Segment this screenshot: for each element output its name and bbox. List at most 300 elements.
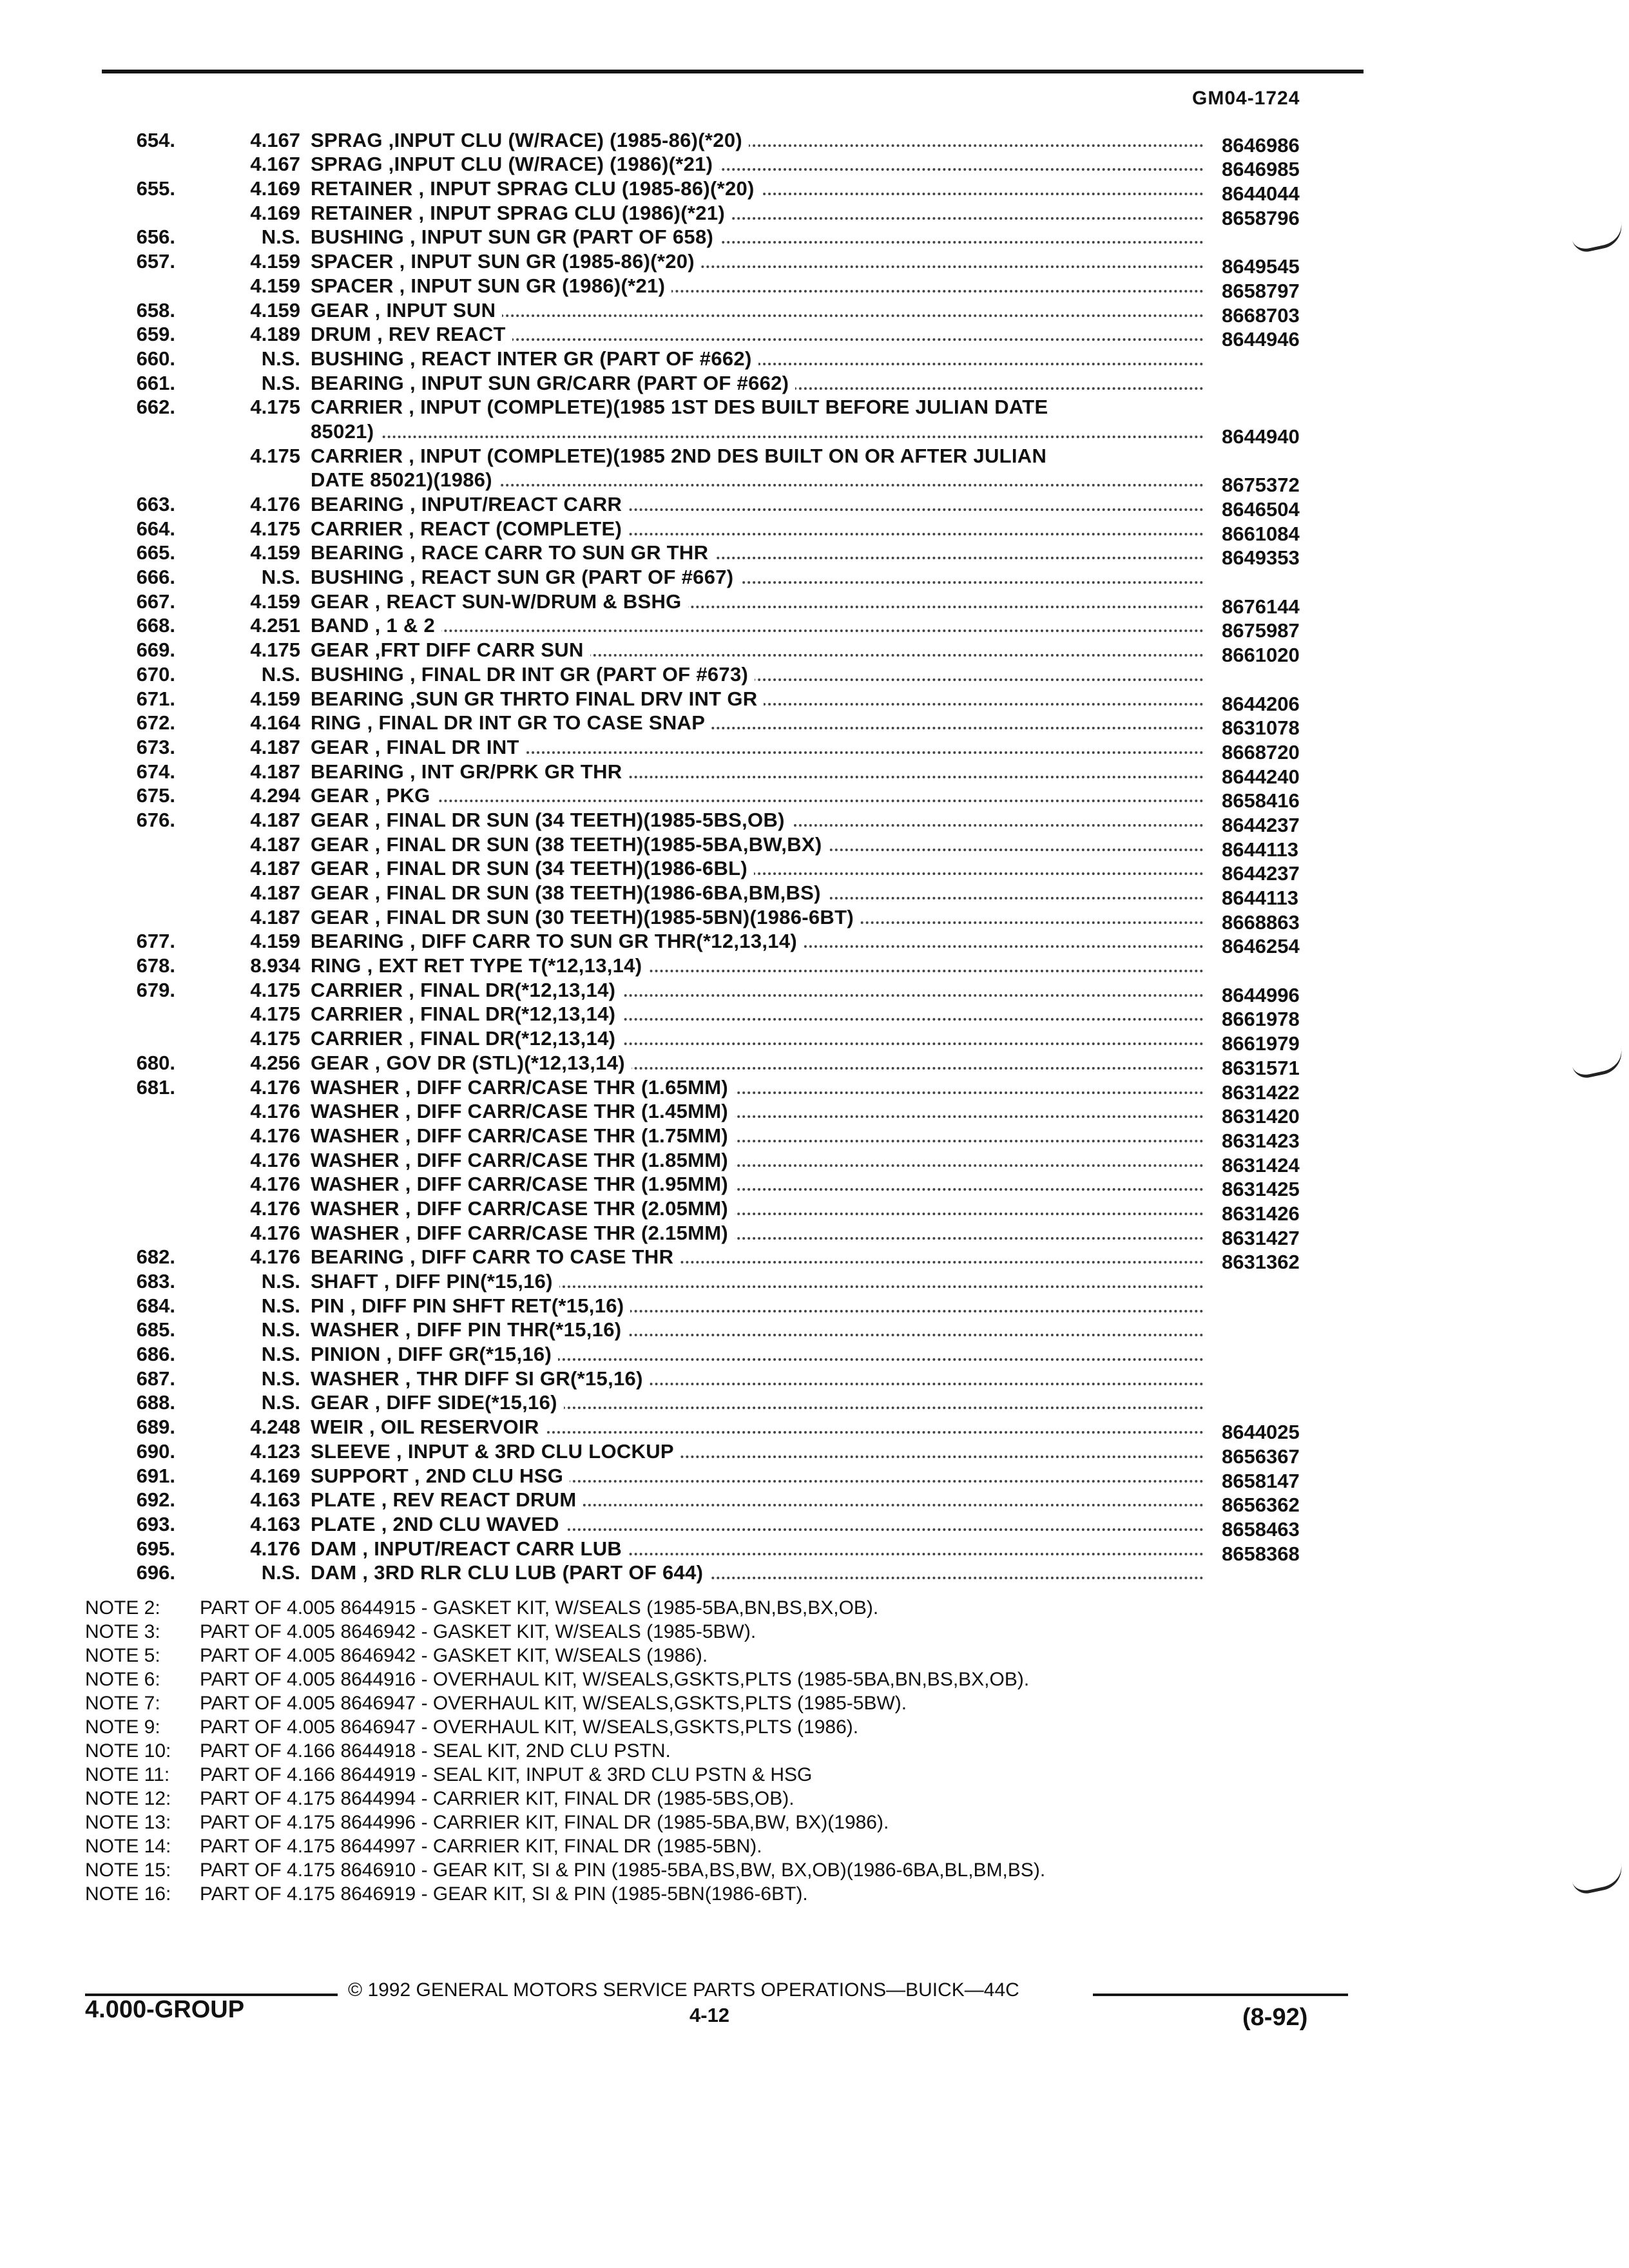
item-number: 692. bbox=[136, 1488, 175, 1512]
parts-row bbox=[97, 1002, 1385, 1031]
note-row bbox=[85, 1597, 1438, 1620]
parts-row bbox=[97, 977, 1385, 1006]
part-number: 8668703 bbox=[1222, 303, 1300, 327]
group-code: 4.175 bbox=[250, 1003, 300, 1026]
part-description: BEARING , DIFF CARR TO SUN GR THR(*12,13,14) bbox=[311, 930, 804, 952]
group-code: 4.176 bbox=[250, 1196, 300, 1220]
parts-row bbox=[97, 541, 1385, 570]
group-code: 4.251 bbox=[250, 614, 300, 637]
part-description: WEIR , OIL RESERVOIR bbox=[311, 1416, 546, 1438]
item-number: 689. bbox=[136, 1416, 175, 1439]
part-description-cell bbox=[311, 396, 1211, 419]
part-description-cell bbox=[311, 299, 1211, 322]
parts-row bbox=[97, 564, 1385, 589]
group-code: 4.187 bbox=[250, 760, 300, 783]
part-description: CARRIER , INPUT (COMPLETE)(1985 2ND DES BUILT ON OR AFTER JULIAN bbox=[311, 445, 1053, 467]
part-description-cell bbox=[311, 1149, 1211, 1172]
group-code: 4.187 bbox=[250, 735, 300, 758]
part-number: 8656367 bbox=[1222, 1445, 1300, 1468]
parts-row bbox=[97, 905, 1385, 934]
part-description: BEARING , INT GR/PRK GR THR bbox=[311, 760, 628, 783]
note-text: PART OF 4.175 8646919 - GEAR KIT, SI & PIN (1985-5BN(1986-6BT). bbox=[200, 1883, 808, 1905]
part-description-cell bbox=[311, 420, 1211, 443]
parts-row bbox=[97, 1269, 1385, 1293]
parts-row bbox=[97, 686, 1385, 715]
part-description-cell bbox=[311, 468, 1211, 492]
part-number: 8658797 bbox=[1222, 279, 1300, 302]
part-description-cell bbox=[311, 493, 1211, 516]
part-description: BEARING ,SUN GR THRTO FINAL DRV INT GR bbox=[311, 687, 764, 710]
parts-row bbox=[97, 1536, 1385, 1565]
part-description: SUPPORT , 2ND CLU HSG bbox=[311, 1465, 570, 1487]
part-description-cell bbox=[311, 1440, 1211, 1463]
group-code: 4.256 bbox=[250, 1051, 300, 1074]
note-label: NOTE 10: bbox=[85, 1740, 171, 1762]
part-description: GEAR ,FRT DIFF CARR SUN bbox=[311, 639, 590, 661]
part-description: SPACER , INPUT SUN GR (1985-86)(*20) bbox=[311, 250, 701, 273]
group-code: 4.159 bbox=[250, 590, 300, 613]
group-code: 4.123 bbox=[250, 1439, 300, 1463]
part-description-cell bbox=[311, 1416, 1211, 1439]
parts-row bbox=[97, 1318, 1385, 1342]
part-number: 8649545 bbox=[1222, 255, 1300, 278]
part-description: WASHER , DIFF PIN THR(*15,16) bbox=[311, 1318, 628, 1341]
group-code: 4.176 bbox=[250, 1173, 300, 1196]
part-number: 8631078 bbox=[1222, 716, 1300, 740]
part-description-cell bbox=[311, 881, 1211, 905]
note-text: PART OF 4.005 8646942 - GASKET KIT, W/SEALS (1986). bbox=[200, 1645, 708, 1666]
item-number: 675. bbox=[136, 784, 175, 807]
footer-rule-right bbox=[1093, 1994, 1348, 1996]
note-label: NOTE 11: bbox=[85, 1764, 170, 1785]
group-code: 4.163 bbox=[250, 1512, 300, 1535]
note-text: PART OF 4.005 8646942 - GASKET KIT, W/SEALS (1985-5BW). bbox=[200, 1621, 757, 1642]
group-code: 4.294 bbox=[250, 784, 300, 807]
part-description: SPACER , INPUT SUN GR (1986)(*21) bbox=[311, 274, 671, 297]
part-description: WASHER , DIFF CARR/CASE THR (1.95MM) bbox=[311, 1173, 735, 1195]
note-row bbox=[85, 1620, 1438, 1644]
part-description-cell bbox=[311, 1173, 1211, 1196]
scan-mark bbox=[1570, 1863, 1626, 1896]
part-description-cell bbox=[311, 250, 1211, 273]
part-number: 8644113 bbox=[1222, 887, 1298, 909]
part-description: PLATE , REV REACT DRUM bbox=[311, 1488, 583, 1511]
part-description: CARRIER , FINAL DR(*12,13,14) bbox=[311, 1027, 622, 1050]
part-number: 8631423 bbox=[1222, 1129, 1300, 1152]
part-description-cell bbox=[311, 1100, 1211, 1123]
group-code: N.S. bbox=[261, 566, 300, 589]
parts-row bbox=[97, 249, 1385, 278]
group-code: 4.175 bbox=[250, 396, 300, 419]
part-description-cell bbox=[311, 1222, 1211, 1245]
part-description: BEARING , RACE CARR TO SUN GR THR bbox=[311, 541, 715, 564]
part-number: 8668863 bbox=[1222, 910, 1300, 934]
group-code: 4.176 bbox=[250, 1148, 300, 1171]
part-number: 8644025 bbox=[1222, 1421, 1300, 1444]
item-number: 655. bbox=[136, 177, 175, 200]
part-description-cell bbox=[311, 663, 1211, 686]
item-number: 696. bbox=[136, 1561, 175, 1584]
note-row bbox=[85, 1668, 1438, 1692]
part-description-cell bbox=[311, 1391, 1211, 1414]
part-description: GEAR , FINAL DR INT bbox=[311, 736, 526, 758]
part-description: BAND , 1 & 2 bbox=[311, 614, 441, 637]
part-number: 8658416 bbox=[1222, 789, 1300, 812]
part-description: WASHER , DIFF CARR/CASE THR (2.05MM) bbox=[311, 1197, 735, 1220]
note-label: NOTE 7: bbox=[85, 1693, 160, 1714]
part-description: GEAR , FINAL DR SUN (38 TEETH)(1986-6BA,BM,BS) bbox=[311, 881, 827, 904]
parts-row bbox=[97, 443, 1385, 468]
note-label: NOTE 9: bbox=[85, 1716, 160, 1738]
part-description-cell bbox=[311, 590, 1211, 613]
part-number: 8675372 bbox=[1222, 474, 1300, 497]
part-number: 8676144 bbox=[1222, 595, 1300, 618]
group-code: 4.175 bbox=[250, 444, 300, 467]
group-code: 4.159 bbox=[250, 298, 300, 322]
parts-row bbox=[97, 1463, 1385, 1492]
note-label: NOTE 3: bbox=[85, 1621, 160, 1642]
part-number: 8644240 bbox=[1222, 765, 1300, 788]
part-description: GEAR , FINAL DR SUN (38 TEETH)(1985-5BA,BW,BX) bbox=[311, 833, 829, 856]
part-number: 8644237 bbox=[1222, 862, 1300, 885]
group-code: 4.176 bbox=[250, 1124, 300, 1147]
part-description: BEARING , INPUT SUN GR/CARR (PART OF #662) bbox=[311, 372, 795, 394]
item-number: 678. bbox=[136, 954, 175, 977]
parts-row bbox=[97, 1026, 1385, 1055]
parts-row bbox=[97, 419, 1385, 448]
part-number: 8644113 bbox=[1222, 838, 1298, 861]
part-description-cell bbox=[311, 1197, 1211, 1220]
note-label: NOTE 12: bbox=[85, 1788, 171, 1809]
parts-row bbox=[97, 589, 1385, 618]
group-code: N.S. bbox=[261, 371, 300, 394]
part-description-cell bbox=[311, 639, 1211, 662]
group-code: 4.169 bbox=[250, 1464, 300, 1487]
part-number: 8644996 bbox=[1222, 983, 1300, 1006]
part-description-cell bbox=[311, 1076, 1211, 1099]
note-label: NOTE 6: bbox=[85, 1669, 160, 1690]
parts-row bbox=[97, 1123, 1385, 1152]
part-number: 8631424 bbox=[1222, 1153, 1300, 1177]
part-description-cell bbox=[311, 517, 1211, 541]
group-code: 4.159 bbox=[250, 541, 300, 564]
part-description-cell bbox=[311, 809, 1211, 832]
item-number: 677. bbox=[136, 930, 175, 953]
scan-mark bbox=[1570, 222, 1626, 255]
group-code: 4.159 bbox=[250, 930, 300, 953]
part-description: GEAR , FINAL DR SUN (34 TEETH)(1985-5BS,OB) bbox=[311, 809, 791, 831]
item-number: 684. bbox=[136, 1294, 175, 1317]
part-description: SLEEVE , INPUT & 3RD CLU LOCKUP bbox=[311, 1440, 680, 1463]
part-description: SPRAG ,INPUT CLU (W/RACE) (1986)(*21) bbox=[311, 153, 719, 175]
item-number: 659. bbox=[136, 323, 175, 346]
page-footer bbox=[85, 1965, 1348, 2030]
part-description: SHAFT , DIFF PIN(*15,16) bbox=[311, 1270, 559, 1293]
note-text: PART OF 4.175 8644994 - CARRIER KIT, FINAL DR (1985-5BS,OB). bbox=[200, 1788, 795, 1809]
group-code: 4.175 bbox=[250, 1027, 300, 1050]
part-number: 8658368 bbox=[1222, 1542, 1300, 1565]
part-number: 8658463 bbox=[1222, 1517, 1300, 1541]
parts-row bbox=[97, 468, 1385, 497]
part-description: RETAINER , INPUT SPRAG CLU (1985-86)(*20) bbox=[311, 177, 761, 200]
group-code: N.S. bbox=[261, 1343, 300, 1366]
group-code: 4.189 bbox=[250, 323, 300, 346]
part-description-cell bbox=[311, 1027, 1211, 1050]
item-number: 672. bbox=[136, 711, 175, 735]
part-description: GEAR , DIFF SIDE(*15,16) bbox=[311, 1391, 564, 1414]
part-number: 8631425 bbox=[1222, 1178, 1300, 1201]
group-code: N.S. bbox=[261, 347, 300, 370]
part-description: PLATE , 2ND CLU WAVED bbox=[311, 1513, 566, 1535]
part-description-cell bbox=[311, 760, 1211, 783]
group-code: 4.248 bbox=[250, 1416, 300, 1439]
parts-row bbox=[97, 1196, 1385, 1225]
part-description: RING , FINAL DR INT GR TO CASE SNAP bbox=[311, 711, 711, 734]
group-code: 4.175 bbox=[250, 517, 300, 540]
note-row bbox=[85, 1716, 1438, 1740]
part-description-cell bbox=[311, 347, 1211, 370]
parts-row bbox=[97, 370, 1385, 395]
note-label: NOTE 14: bbox=[85, 1836, 171, 1857]
part-description-cell bbox=[311, 177, 1211, 200]
part-number: 8631362 bbox=[1222, 1251, 1300, 1274]
item-number: 654. bbox=[136, 128, 175, 151]
parts-row bbox=[97, 1148, 1385, 1177]
part-description-cell bbox=[311, 1245, 1211, 1269]
top-rule bbox=[102, 70, 1364, 73]
part-description: GEAR , PKG bbox=[311, 784, 437, 807]
part-number: 8631420 bbox=[1222, 1105, 1300, 1128]
parts-row bbox=[97, 1439, 1385, 1468]
part-description-cell bbox=[311, 833, 1211, 856]
group-code: 4.163 bbox=[250, 1488, 300, 1512]
item-number: 691. bbox=[136, 1464, 175, 1487]
part-number: 8661978 bbox=[1222, 1008, 1300, 1031]
note-text: PART OF 4.166 8644918 - SEAL KIT, 2ND CLU PSTN. bbox=[200, 1740, 671, 1762]
parts-row bbox=[97, 322, 1385, 351]
part-description-cell bbox=[311, 1537, 1211, 1561]
note-text: PART OF 4.175 8644997 - CARRIER KIT, FINAL DR (1985-5BN). bbox=[200, 1836, 762, 1857]
item-number: 661. bbox=[136, 371, 175, 394]
parts-row bbox=[97, 395, 1385, 419]
part-description-cell bbox=[311, 1052, 1211, 1075]
parts-row bbox=[97, 1220, 1385, 1249]
group-code: 4.187 bbox=[250, 905, 300, 928]
group-code: 4.176 bbox=[250, 1100, 300, 1123]
item-number: 663. bbox=[136, 493, 175, 515]
note-text: PART OF 4.005 8644916 - OVERHAUL KIT, W/SEALS,GSKTS,PLTS (1985-5BA,BN,BS,BX,OB). bbox=[200, 1669, 1030, 1690]
part-description-cell bbox=[311, 1488, 1211, 1512]
item-number: 667. bbox=[136, 590, 175, 613]
note-text: PART OF 4.005 8646947 - OVERHAUL KIT, W/SEALS,GSKTS,PLTS (1985-5BW). bbox=[200, 1693, 907, 1714]
note-row bbox=[85, 1644, 1438, 1668]
item-number: 669. bbox=[136, 639, 175, 662]
parts-row bbox=[97, 759, 1385, 788]
item-number: 666. bbox=[136, 566, 175, 589]
group-code: 4.187 bbox=[250, 832, 300, 856]
part-description-cell bbox=[311, 954, 1211, 977]
parts-row bbox=[97, 128, 1385, 157]
item-number: 674. bbox=[136, 760, 175, 783]
note-text: PART OF 4.175 8646910 - GEAR KIT, SI & PIN (1985-5BA,BS,BW, BX,OB)(1986-6BA,BL,BM,BS). bbox=[200, 1860, 1046, 1881]
parts-row bbox=[97, 225, 1385, 249]
part-description: CARRIER , FINAL DR(*12,13,14) bbox=[311, 1003, 622, 1025]
part-description: WASHER , DIFF CARR/CASE THR (1.75MM) bbox=[311, 1124, 735, 1147]
part-description-cell bbox=[311, 711, 1211, 735]
part-description: BUSHING , FINAL DR INT GR (PART OF #673) bbox=[311, 663, 755, 686]
parts-row bbox=[97, 1075, 1385, 1104]
part-number: 8658147 bbox=[1222, 1469, 1300, 1492]
part-description-cell bbox=[311, 1270, 1211, 1293]
part-number: 8644237 bbox=[1222, 813, 1300, 836]
group-code: N.S. bbox=[261, 226, 300, 249]
parts-row bbox=[97, 856, 1385, 885]
group-code: 4.176 bbox=[250, 493, 300, 515]
part-number: 8644044 bbox=[1222, 182, 1300, 206]
part-number: 8661084 bbox=[1222, 522, 1300, 545]
part-description: WASHER , DIFF CARR/CASE THR (2.15MM) bbox=[311, 1222, 735, 1244]
group-code: 4.176 bbox=[250, 1075, 300, 1099]
parts-row bbox=[97, 613, 1385, 642]
group-code: 4.187 bbox=[250, 857, 300, 880]
item-number: 660. bbox=[136, 347, 175, 370]
group-code: 4.164 bbox=[250, 711, 300, 735]
item-number: 685. bbox=[136, 1318, 175, 1341]
part-description: GEAR , FINAL DR SUN (30 TEETH)(1985-5BN)(1986-6BT) bbox=[311, 906, 860, 928]
parts-row bbox=[97, 1341, 1385, 1366]
part-number: 8675987 bbox=[1222, 619, 1300, 642]
note-text: PART OF 4.005 8644915 - GASKET KIT, W/SEALS (1985-5BA,BN,BS,BX,OB). bbox=[200, 1597, 879, 1619]
parts-row bbox=[97, 953, 1385, 977]
part-description: SPRAG ,INPUT CLU (W/RACE) (1985-86)(*20) bbox=[311, 129, 749, 151]
part-number: 8631426 bbox=[1222, 1202, 1300, 1225]
part-description: DATE 85021)(1986) bbox=[311, 468, 499, 491]
part-description-cell bbox=[311, 736, 1211, 759]
part-number: 8631571 bbox=[1222, 1056, 1300, 1079]
group-code: N.S. bbox=[261, 1294, 300, 1317]
parts-row bbox=[97, 929, 1385, 958]
note-text: PART OF 4.175 8644996 - CARRIER KIT, FINAL DR (1985-5BA,BW, BX)(1986). bbox=[200, 1812, 889, 1833]
item-number: 682. bbox=[136, 1245, 175, 1269]
item-number: 673. bbox=[136, 735, 175, 758]
parts-row bbox=[97, 662, 1385, 686]
part-description: RING , EXT RET TYPE T(*12,13,14) bbox=[311, 954, 648, 977]
group-code: N.S. bbox=[261, 1318, 300, 1341]
note-label: NOTE 5: bbox=[85, 1645, 160, 1666]
notes-list bbox=[85, 1597, 1438, 1907]
part-description: RETAINER , INPUT SPRAG CLU (1986)(*21) bbox=[311, 202, 731, 224]
part-description-cell bbox=[311, 202, 1211, 225]
part-description-cell bbox=[311, 566, 1211, 589]
part-description-cell bbox=[311, 1367, 1211, 1390]
item-number: 676. bbox=[136, 808, 175, 831]
part-number: 8631422 bbox=[1222, 1081, 1300, 1104]
group-code: 4.167 bbox=[250, 153, 300, 176]
note-row bbox=[85, 1811, 1438, 1835]
part-description: DAM , INPUT/REACT CARR LUB bbox=[311, 1537, 628, 1560]
part-description-cell bbox=[311, 857, 1211, 880]
group-code: 4.167 bbox=[250, 128, 300, 151]
part-description-cell bbox=[311, 1294, 1211, 1318]
item-number: 686. bbox=[136, 1343, 175, 1366]
item-number: 656. bbox=[136, 226, 175, 249]
part-description: DRUM , REV REACT bbox=[311, 323, 512, 345]
part-description-cell bbox=[311, 1465, 1211, 1488]
part-number: 8646986 bbox=[1222, 133, 1300, 157]
part-description-cell bbox=[311, 226, 1211, 249]
item-number: 690. bbox=[136, 1439, 175, 1463]
part-description: CARRIER , REACT (COMPLETE) bbox=[311, 517, 628, 540]
parts-row bbox=[97, 1293, 1385, 1318]
group-code: 4.169 bbox=[250, 201, 300, 224]
parts-row bbox=[97, 783, 1385, 812]
part-description-cell bbox=[311, 1124, 1211, 1148]
part-description: GEAR , FINAL DR SUN (34 TEETH)(1986-6BL) bbox=[311, 857, 754, 879]
item-number: 688. bbox=[136, 1391, 175, 1414]
parts-row bbox=[97, 200, 1385, 229]
part-description-cell bbox=[311, 153, 1211, 176]
part-description-cell bbox=[311, 1561, 1211, 1584]
note-text: PART OF 4.005 8646947 - OVERHAUL KIT, W/SEALS,GSKTS,PLTS (1986). bbox=[200, 1716, 859, 1738]
group-code: N.S. bbox=[261, 1391, 300, 1414]
note-row bbox=[85, 1859, 1438, 1883]
group-code: 4.159 bbox=[250, 687, 300, 710]
part-description-cell bbox=[311, 1003, 1211, 1026]
item-number: 687. bbox=[136, 1367, 175, 1390]
part-description-cell bbox=[311, 784, 1211, 807]
item-number: 680. bbox=[136, 1051, 175, 1074]
parts-row bbox=[97, 1366, 1385, 1390]
item-number: 683. bbox=[136, 1270, 175, 1293]
parts-row bbox=[97, 1050, 1385, 1079]
part-number: 8661979 bbox=[1222, 1032, 1300, 1055]
parts-row bbox=[97, 1488, 1385, 1517]
parts-row bbox=[97, 1414, 1385, 1444]
part-number: 8646985 bbox=[1222, 158, 1300, 181]
part-description: CARRIER , FINAL DR(*12,13,14) bbox=[311, 979, 622, 1001]
note-label: NOTE 15: bbox=[85, 1860, 171, 1881]
parts-row bbox=[97, 492, 1385, 521]
part-description-cell bbox=[311, 1343, 1211, 1366]
part-number: 8631427 bbox=[1222, 1226, 1300, 1249]
part-number: 8656362 bbox=[1222, 1494, 1300, 1517]
part-number: 8644946 bbox=[1222, 328, 1300, 351]
parts-row bbox=[97, 273, 1385, 302]
part-description-cell bbox=[311, 687, 1211, 711]
item-number: 679. bbox=[136, 978, 175, 1001]
group-code: 4.176 bbox=[250, 1537, 300, 1560]
part-description: BUSHING , INPUT SUN GR (PART OF 658) bbox=[311, 226, 720, 248]
part-description-cell bbox=[311, 445, 1211, 468]
parts-row bbox=[97, 176, 1385, 206]
part-description: BUSHING , REACT INTER GR (PART OF #662) bbox=[311, 347, 758, 370]
part-description: GEAR , REACT SUN-W/DRUM & BSHG bbox=[311, 590, 688, 613]
part-number: 8661020 bbox=[1222, 644, 1300, 667]
note-row bbox=[85, 1883, 1438, 1907]
note-row bbox=[85, 1692, 1438, 1716]
group-code: 4.169 bbox=[250, 177, 300, 200]
group-code: 4.176 bbox=[250, 1245, 300, 1269]
part-description: BEARING , INPUT/REACT CARR bbox=[311, 493, 628, 515]
parts-row bbox=[97, 1512, 1385, 1541]
group-code: 4.187 bbox=[250, 808, 300, 831]
group-code: 4.159 bbox=[250, 274, 300, 297]
part-description-cell bbox=[311, 614, 1211, 637]
group-code: 4.159 bbox=[250, 250, 300, 273]
footer-copyright: © 1992 GENERAL MOTORS SERVICE PARTS OPERATIONS—BUICK—44C bbox=[348, 1979, 1019, 2001]
note-label: NOTE 16: bbox=[85, 1883, 171, 1905]
parts-list bbox=[97, 128, 1385, 1584]
